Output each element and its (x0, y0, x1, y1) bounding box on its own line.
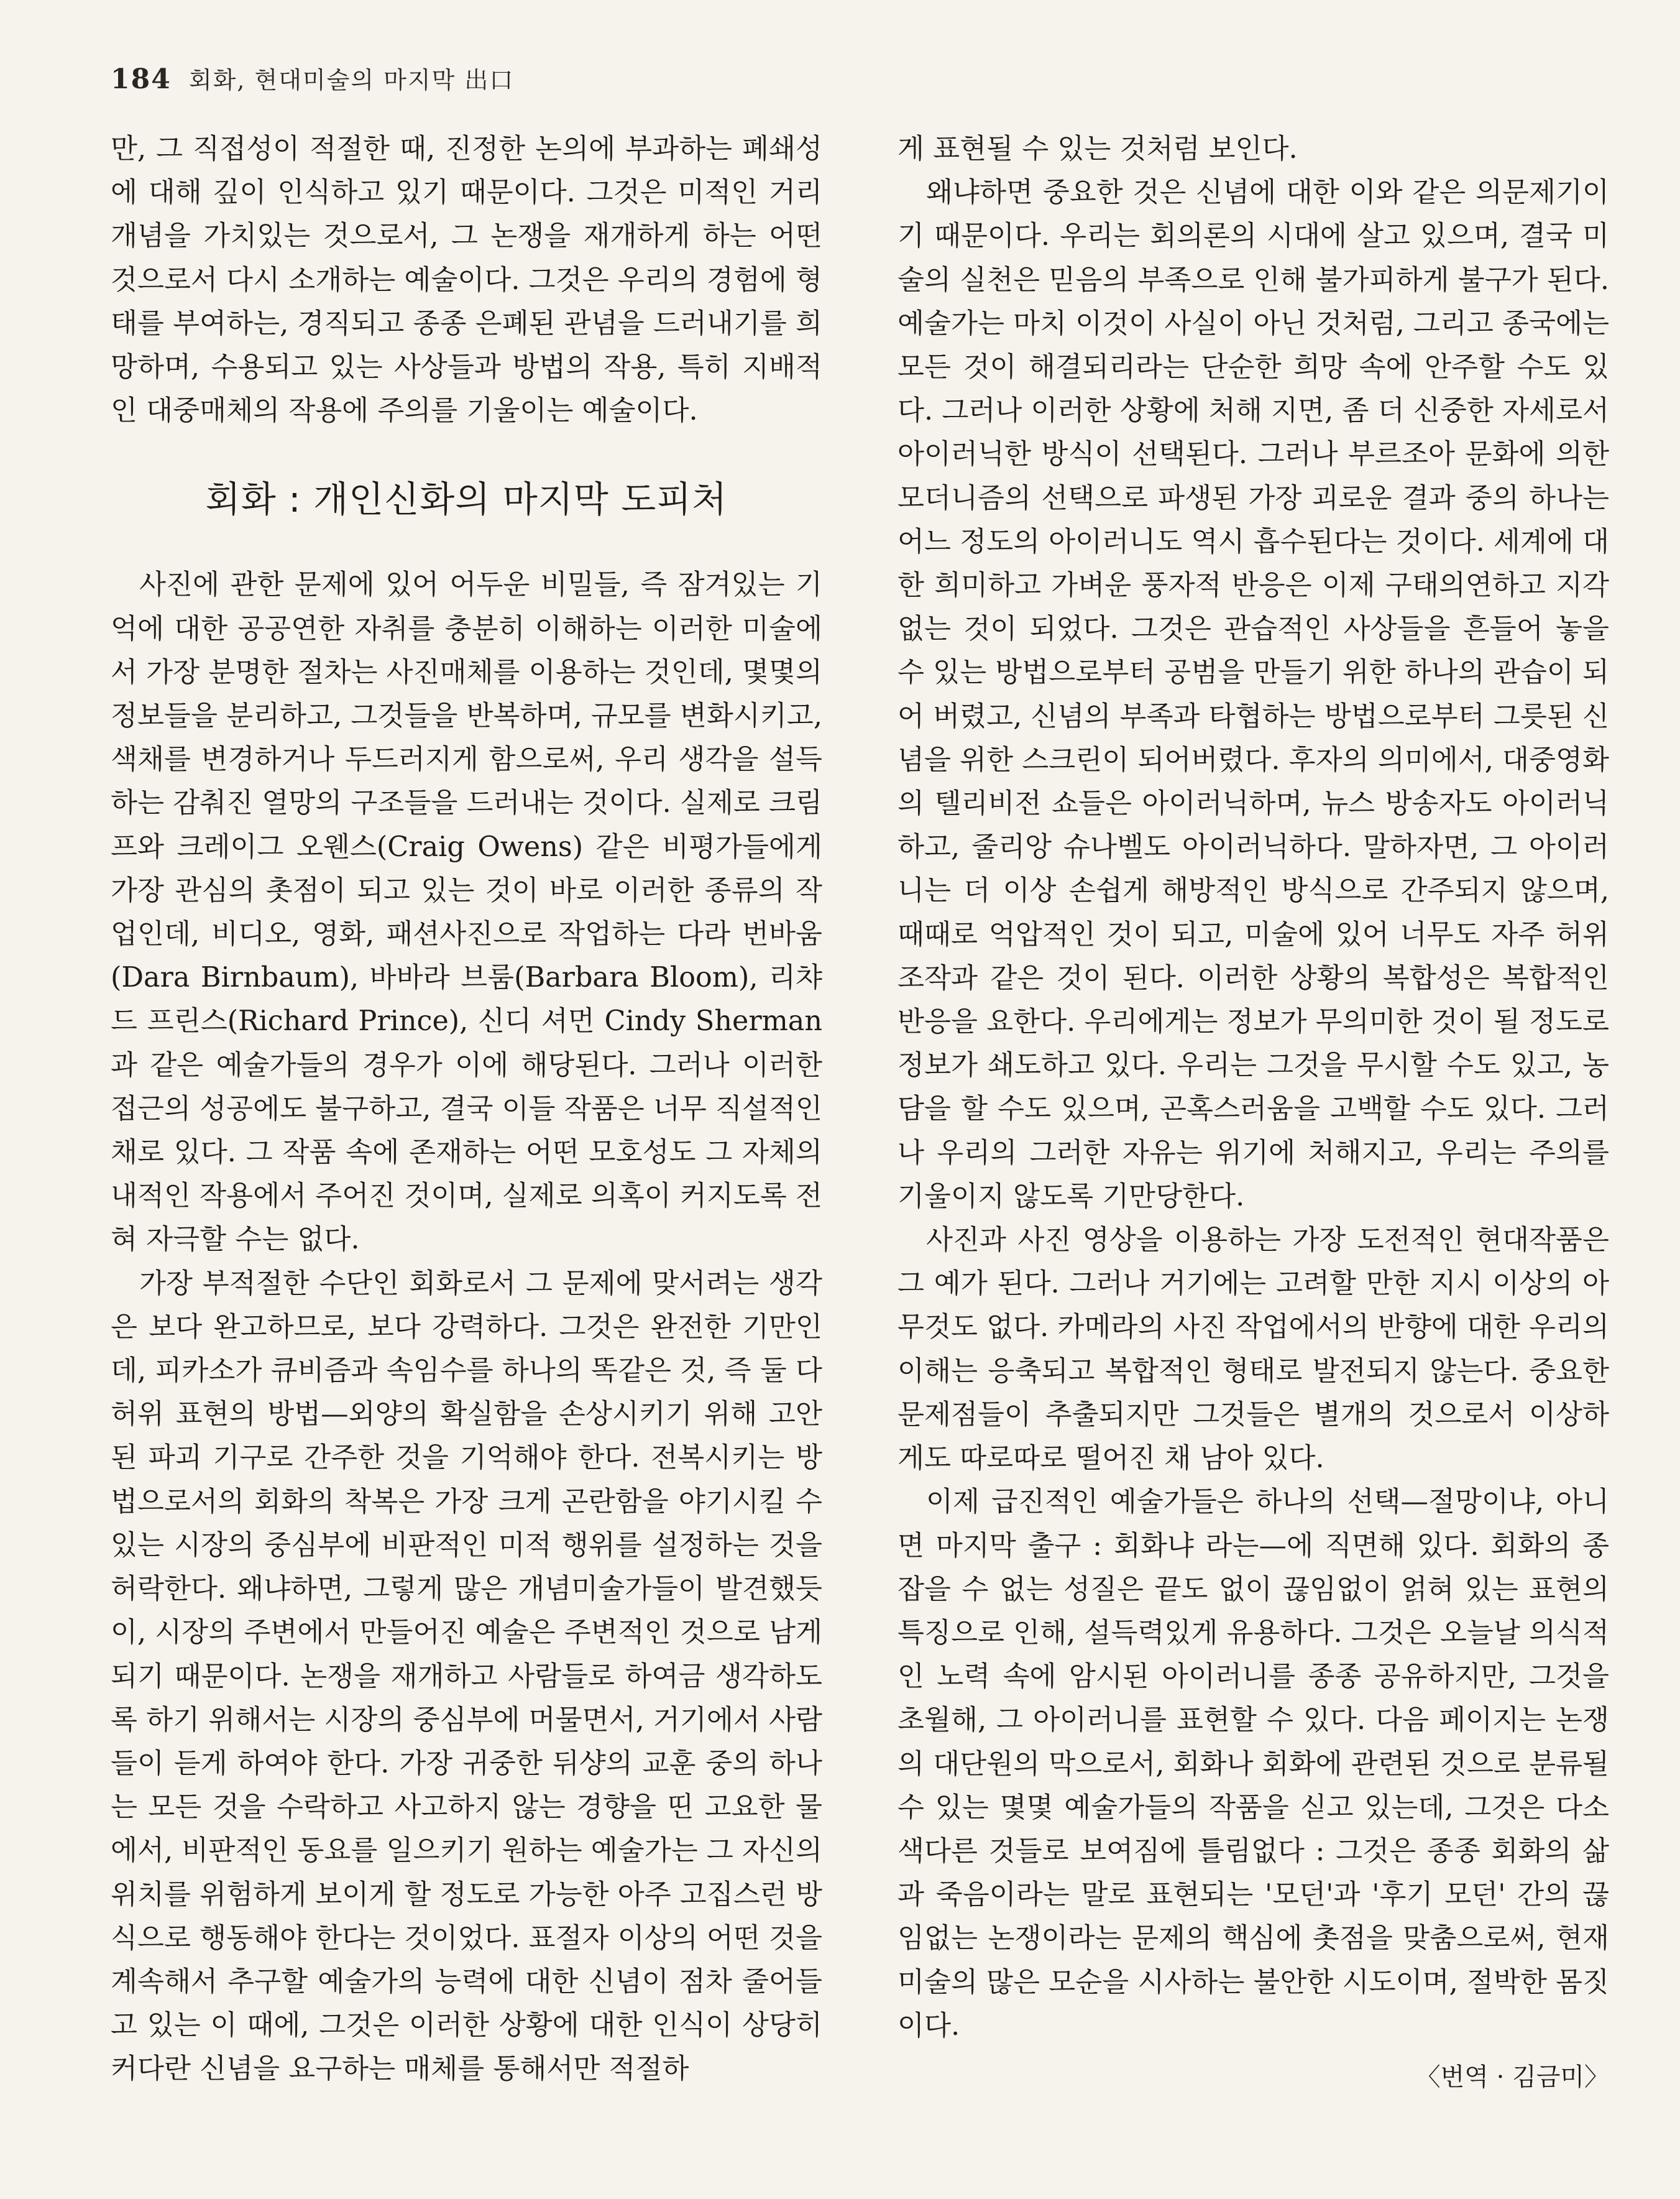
right-column (897, 127, 1609, 2099)
paragraph: 이제 급진적인 예술가들은 하나의 선택—절망이냐, 아니면 마지막 출구 : 회화냐 라는—에 직면해 있다. 회화의 종잡을 수 없는 성질은 끝도 없이 끊임없이 얽혀 있는 표현의 특징으로 인해, 설득력있게 유용하다. 그것은 오늘날 의식적인 노력 속에 암시된 아이러니를 종종 공유하지만, 그것을 초월해, 그 아이러니를 표현할 수 있다. 다음 페이지는 논쟁의 대단원의 막으로서, 회화나 회화에 관련된 것으로 분류될 수 있는 몇몇 예술가들의 작품을 싣고 있는데, 그것은 다소 색다른 것들로 보여짐에 틀림없다 : 그것은 종종 회화의 삶과 죽음이라는 말로 표현되는 '모던'과 '후기 모던' 간의 끊임없는 논쟁이라는 문제의 핵심에 촛점을 맞춤으로써, 현재 미술의 많은 모순을 시사하는 불안한 시도이며, 절박한 몸짓이다. (897, 1486, 1609, 2042)
running-title: 회화, 현대미술의 마지막 出口 (188, 67, 515, 94)
paragraph: 가장 부적절한 수단인 회화로서 그 문제에 맞서려는 생각은 보다 완고하므로, 보다 강력하다. 그것은 완전한 기만인데, 피카소가 큐비즘과 속임수를 하나의 똑같은 것, 즉 둘 다 허위 표현의 방법—외양의 확실함을 손상시키기 위해 고안된 파괴 기구로 간주한 것을 기억해야 한다. 전복시키는 방법으로서의 회화의 착복은 가장 크게 곤란함을 야기시킬 수 있는 시장의 중심부에 비판적인 미적 행위를 설정하는 것을 허락한다. 왜냐하면, 그렇게 많은 개념미술가들이 발견했듯이, 시장의 주변에서 만들어진 예술은 주변적인 것으로 남게 되기 때문이다. 논쟁을 재개하고 사람들로 하여금 생각하도록 하기 위해서는 시장의 중심부에 머물면서, 거기에서 사람들이 듣게 하여야 한다. 가장 귀중한 뒤샹의 교훈 중의 하나는 모든 것을 수락하고 사고하지 않는 경향을 띤 고요한 물에서, 비판적인 동요를 일으키기 원하는 예술가는 그 자신의 위치를 위험하게 보이게 할 정도로 가능한 아주 고집스런 방식으로 행동해야 한다는 것이었다. 표절자 이상의 어떤 것을 계속해서 추구할 예술가의 능력에 대한 신념이 점차 줄어들고 있는 이 때에, 그것은 이러한 상황에 대한 인식이 상당히 커다란 신념을 요구하는 매체를 통해서만 적절하 (111, 1267, 822, 2085)
paragraph: 사진과 사진 영상을 이용하는 가장 도전적인 현대작품은 그 예가 된다. 그러나 거기에는 고려할 만한 지시 이상의 아무것도 없다. 카메라의 사진 작업에서의 반향에 대한 우리의 이해는 응축되고 복합적인 형태로 발전되지 않는다. 중요한 문제점들이 추출되지만 그것들은 별개의 것으로서 이상하게도 따로따로 떨어진 채 남아 있다. (897, 1224, 1609, 1475)
paragraph: 사진에 관한 문제에 있어 어두운 비밀들, 즉 잠겨있는 기억에 대한 공공연한 자취를 충분히 이해하는 이러한 미술에서 가장 분명한 절차는 사진매체를 이용하는 것인데, 몇몇의 정보들을 분리하고, 그것들을 반복하며, 규모를 변화시키고, 색채를 변경하거나 두드러지게 함으로써, 우리 생각을 설득하는 감춰진 열망의 구조들을 드러내는 것이다. 실제로 크림프와 크레이그 오웬스(Craig Owens) 같은 비평가들에게 가장 관심의 촛점이 되고 있는 것이 바로 이러한 종류의 작업인데, 비디오, 영화, 패션사진으로 작업하는 다라 번바움(Dara Birnbaum), 바바라 브룸(Barbara Bloom), 리챠드 프린스(Richard Prince), 신디 셔먼 Cindy Sherman과 같은 예술가들의 경우가 이에 해당된다. 그러나 이러한 접근의 성공에도 불구하고, 결국 이들 작품은 너무 직설적인 채로 있다. 그 작품 속에 존재하는 어떤 모호성도 그 자체의 내적인 작용에서 주어진 것이며, 실제로 의혹이 커지도록 전혀 자극할 수는 없다. (111, 569, 822, 1256)
page-number: 184 (111, 63, 172, 95)
running-header (111, 61, 514, 95)
paragraph: 왜냐하면 중요한 것은 신념에 대한 이와 같은 의문제기이기 때문이다. 우리는 회의론의 시대에 살고 있으며, 결국 미술의 실천은 믿음의 부족으로 인해 불가피하게 불구가 된다. 예술가는 마치 이것이 사실이 아닌 것처럼, 그리고 종국에는 모든 것이 해결되리라는 단순한 희망 속에 안주할 수도 있다. 그러나 이러한 상황에 처해 지면, 좀 더 신중한 자세로서 아이러닉한 방식이 선택된다. 그러나 부르조아 문화에 의한 모더니즘의 선택으로 파생된 가장 괴로운 결과 중의 하나는 어느 정도의 아이러니도 역시 흡수된다는 것이다. 세계에 대한 희미하고 가벼운 풍자적 반응은 이제 구태의연하고 지각없는 것이 되었다. 그것은 관습적인 사상들을 흔들어 놓을 수 있는 방법으로부터 공범을 만들기 위한 하나의 관습이 되어 버렸고, 신념의 부족과 타협하는 방법으로부터 그릇된 신념을 위한 스크린이 되어버렸다. 후자의 의미에서, 대중영화의 텔리비전 쇼들은 아이러닉하며, 뉴스 방송자도 아이러닉하고, 줄리앙 슈나벨도 아이러닉하다. 말하자면, 그 아이러니는 더 이상 손쉽게 해방적인 방식으로 간주되지 않으며, 때때로 억압적인 것이 되고, 미술에 있어 너무도 자주 허위조작과 같은 것이 된다. 이러한 상황의 복합성은 복합적인 반응을 요한다. 우리에게는 정보가 무의미한 것이 될 정도로 정보가 쇄도하고 있다. 우리는 그것을 무시할 수도 있고, 농담을 할 수도 있으며, 곤혹스러움을 고백할 수도 있다. 그러나 우리의 그러한 자유는 위기에 처해지고, 우리는 주의를 기울이지 않도록 기만당한다. (897, 177, 1609, 1212)
translator-credit: 〈번역 · 김금미〉 (1415, 2062, 1609, 2091)
paragraph: 게 표현될 수 있는 것처럼 보인다. (897, 133, 1298, 165)
section-heading: 회화 : 개인신화의 마지막 도피처 (205, 478, 728, 521)
paragraph: 만, 그 직접성이 적절한 때, 진정한 논의에 부과하는 폐쇄성에 대해 깊이 인식하고 있기 때문이다. 그것은 미적인 거리 개념을 가치있는 것으로서, 그 논쟁을 재개하게 하는 어떤 것으로서 다시 소개하는 예술이다. 그것은 우리의 경험에 형태를 부여하는, 경직되고 종종 은폐된 관념을 드러내기를 희망하며, 수용되고 있는 사상들과 방법의 작용, 특히 지배적인 대중매체의 작용에 주의를 기울이는 예술이다. (111, 133, 822, 427)
left-column (111, 127, 822, 2091)
